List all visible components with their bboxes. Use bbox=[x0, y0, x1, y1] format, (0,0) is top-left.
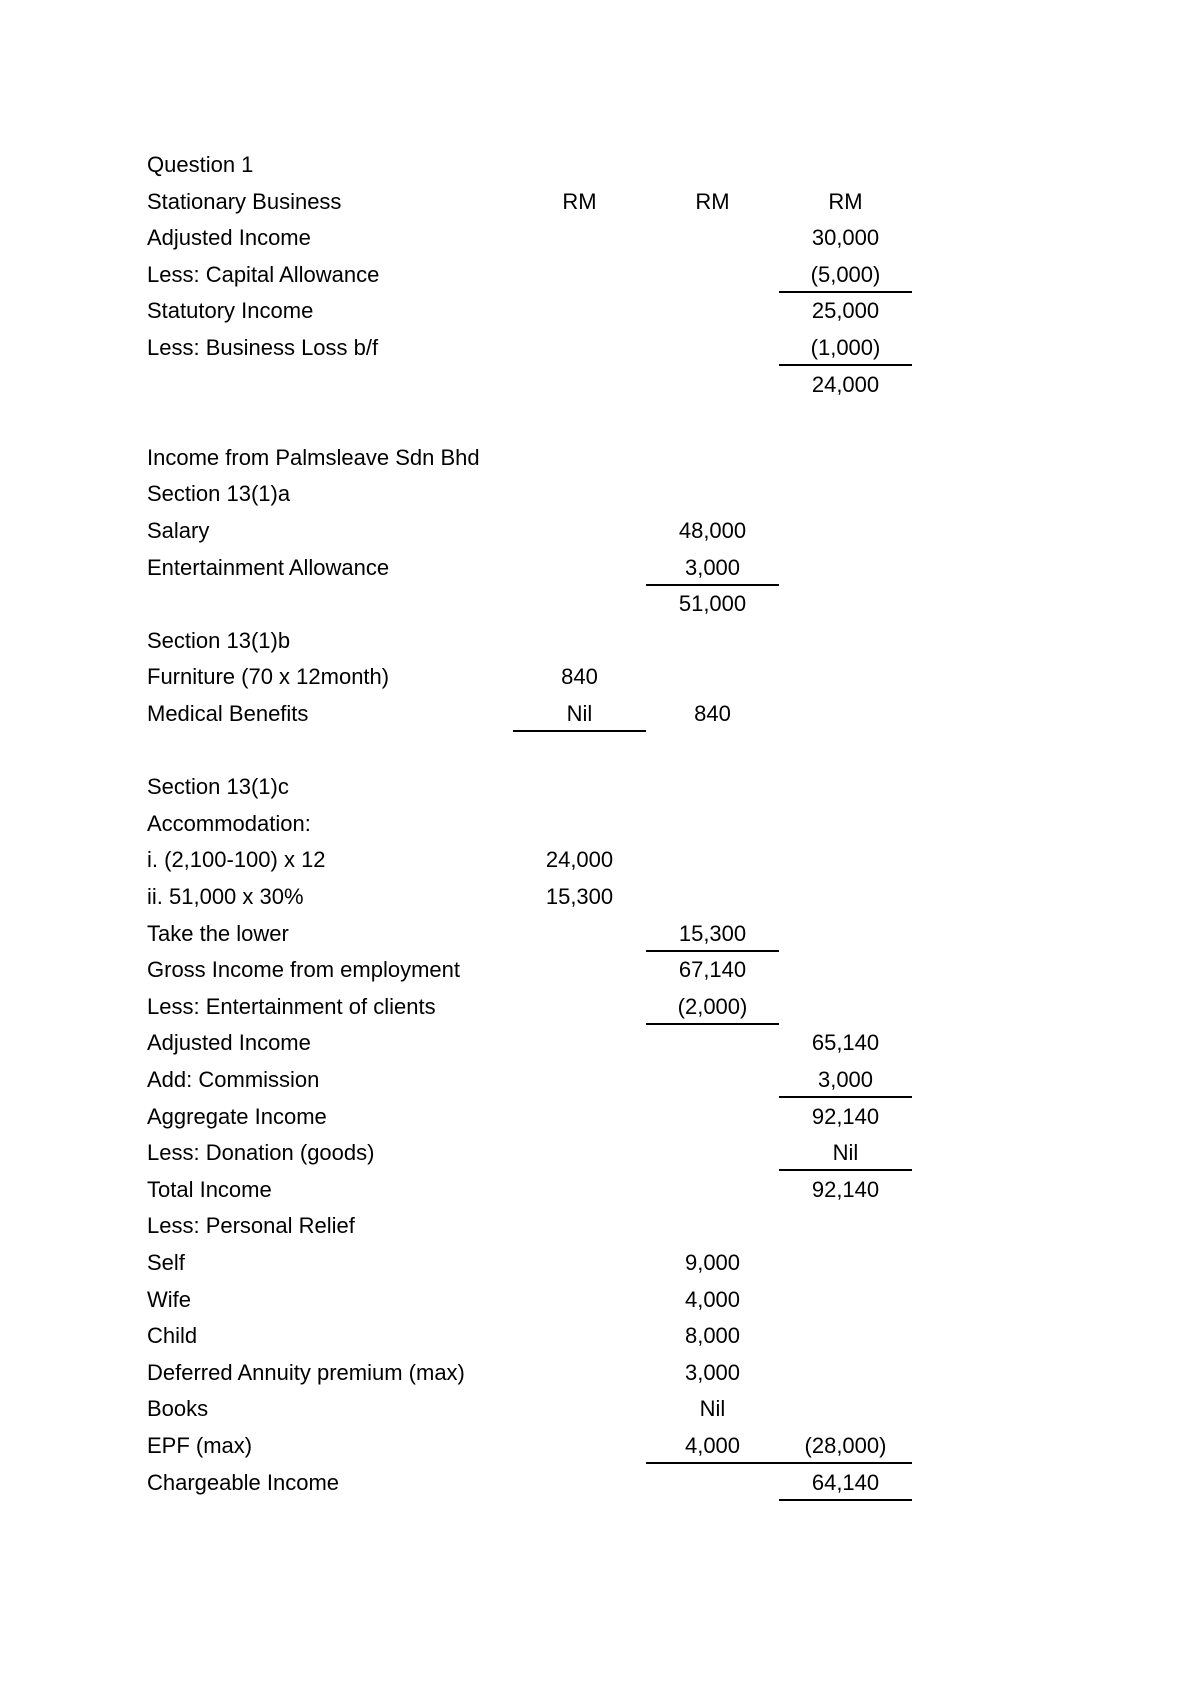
row-label: Medical Benefits bbox=[147, 701, 309, 726]
table-row bbox=[0, 513, 1200, 550]
amount-column-2: 9,000 bbox=[684, 1250, 741, 1275]
row-label: i. (2,100-100) x 12 bbox=[147, 847, 326, 873]
row-label: Adjusted Income bbox=[147, 1030, 311, 1056]
amount-column-3: 25,000 bbox=[811, 298, 880, 324]
row-label: Child bbox=[147, 1323, 198, 1349]
table-row bbox=[0, 806, 1200, 843]
amount-column-2: 840 bbox=[694, 701, 731, 726]
amount-column-2: 4,000 bbox=[684, 1433, 741, 1458]
table-row bbox=[0, 1318, 1200, 1355]
table-row bbox=[0, 257, 1200, 294]
table-row bbox=[0, 330, 1200, 367]
table-row bbox=[0, 1025, 1200, 1062]
row-label: Entertainment Allowance bbox=[147, 554, 390, 580]
table-row bbox=[0, 1245, 1200, 1282]
table-row bbox=[0, 916, 1200, 953]
amount-column-1: RM bbox=[562, 188, 597, 214]
row-label: Aggregate Income bbox=[147, 1103, 327, 1129]
table-row bbox=[0, 440, 1200, 477]
row-label: Stationary Business bbox=[147, 188, 342, 214]
amount-column-3: 92,140 bbox=[811, 1103, 880, 1129]
amount-column-2: 8,000 bbox=[684, 1323, 741, 1349]
table-row bbox=[0, 989, 1200, 1026]
row-label: Less: Entertainment of clients bbox=[147, 993, 436, 1019]
amount-column-1: Nil bbox=[566, 701, 593, 726]
row-label: Self bbox=[147, 1250, 185, 1275]
row-label: Chargeable Income bbox=[147, 1469, 340, 1495]
table-row bbox=[0, 623, 1200, 660]
table-row bbox=[0, 1465, 1200, 1502]
row-label: Wife bbox=[147, 1286, 191, 1312]
amount-column-2: 15,300 bbox=[678, 920, 747, 946]
row-label: Statutory Income bbox=[147, 298, 314, 324]
table-row bbox=[0, 1282, 1200, 1319]
row-label: Income from Palmsleave Sdn Bhd bbox=[147, 444, 480, 470]
amount-column-2: 48,000 bbox=[678, 518, 747, 543]
row-label: ii. 51,000 x 30% bbox=[147, 884, 304, 909]
table-row bbox=[0, 952, 1200, 989]
amount-column-2: 4,000 bbox=[684, 1286, 741, 1312]
amount-column-3: (28,000) bbox=[804, 1433, 887, 1458]
table-row bbox=[0, 293, 1200, 330]
amount-column-3: (5,000) bbox=[810, 261, 881, 287]
row-label: Adjusted Income bbox=[147, 225, 311, 251]
row-label: Gross Income from employment bbox=[147, 957, 460, 983]
amount-column-2: 67,140 bbox=[678, 957, 747, 983]
amount-column-2: RM bbox=[695, 188, 730, 214]
table-row bbox=[0, 733, 1200, 770]
table-row bbox=[0, 147, 1200, 184]
amount-column-2: 3,000 bbox=[684, 554, 741, 580]
table-row bbox=[0, 1208, 1200, 1245]
table-row bbox=[0, 769, 1200, 806]
table-row bbox=[0, 1172, 1200, 1209]
underline-rule bbox=[779, 1499, 912, 1501]
table-row bbox=[0, 1062, 1200, 1099]
row-label: Add: Commission bbox=[147, 1067, 320, 1092]
table-row bbox=[0, 550, 1200, 587]
row-label: Less: Donation (goods) bbox=[147, 1140, 375, 1166]
table-row bbox=[0, 696, 1200, 733]
row-label: Less: Personal Relief bbox=[147, 1213, 355, 1239]
row-label: Section 13(1)c bbox=[147, 774, 289, 800]
amount-column-3: 92,140 bbox=[811, 1176, 880, 1202]
table-row bbox=[0, 879, 1200, 916]
row-label: Accommodation: bbox=[147, 810, 311, 836]
row-label: Question 1 bbox=[147, 152, 254, 177]
amount-column-3: Nil bbox=[832, 1140, 859, 1166]
row-label: Deferred Annuity premium (max) bbox=[147, 1359, 465, 1385]
amount-column-3: 30,000 bbox=[811, 225, 880, 251]
amount-column-3: RM bbox=[828, 188, 863, 214]
table-row bbox=[0, 659, 1200, 696]
table-row bbox=[0, 220, 1200, 257]
row-label: Salary bbox=[147, 518, 210, 543]
amount-column-2: 51,000 bbox=[678, 591, 747, 617]
amount-column-1: 15,300 bbox=[545, 884, 614, 909]
table-row bbox=[0, 367, 1200, 404]
table-row bbox=[0, 1099, 1200, 1136]
table-row bbox=[0, 403, 1200, 440]
row-label: Total Income bbox=[147, 1176, 272, 1202]
amount-column-3: 24,000 bbox=[811, 371, 880, 397]
row-label: EPF (max) bbox=[147, 1433, 253, 1458]
amount-column-1: 840 bbox=[561, 664, 598, 690]
amount-column-2: 3,000 bbox=[684, 1359, 741, 1385]
amount-column-2: Nil bbox=[699, 1396, 726, 1422]
table-row bbox=[0, 1135, 1200, 1172]
amount-column-1: 24,000 bbox=[545, 847, 614, 873]
table-row bbox=[0, 476, 1200, 513]
row-label: Take the lower bbox=[147, 920, 289, 946]
row-label: Less: Capital Allowance bbox=[147, 261, 380, 287]
table-row bbox=[0, 586, 1200, 623]
row-label: Section 13(1)a bbox=[147, 481, 291, 507]
amount-column-3: 3,000 bbox=[817, 1067, 874, 1092]
amount-column-2: (2,000) bbox=[677, 993, 748, 1019]
table-row bbox=[0, 1391, 1200, 1428]
table-row bbox=[0, 184, 1200, 221]
table-row bbox=[0, 1428, 1200, 1465]
row-label: Books bbox=[147, 1396, 209, 1422]
row-label: Section 13(1)b bbox=[147, 627, 291, 653]
table-row bbox=[0, 1355, 1200, 1392]
row-label: Furniture (70 x 12month) bbox=[147, 664, 390, 690]
amount-column-3: 65,140 bbox=[811, 1030, 880, 1056]
amount-column-3: (1,000) bbox=[810, 335, 881, 360]
table-row bbox=[0, 842, 1200, 879]
amount-column-3: 64,140 bbox=[811, 1469, 880, 1495]
row-label: Less: Business Loss b/f bbox=[147, 335, 379, 360]
